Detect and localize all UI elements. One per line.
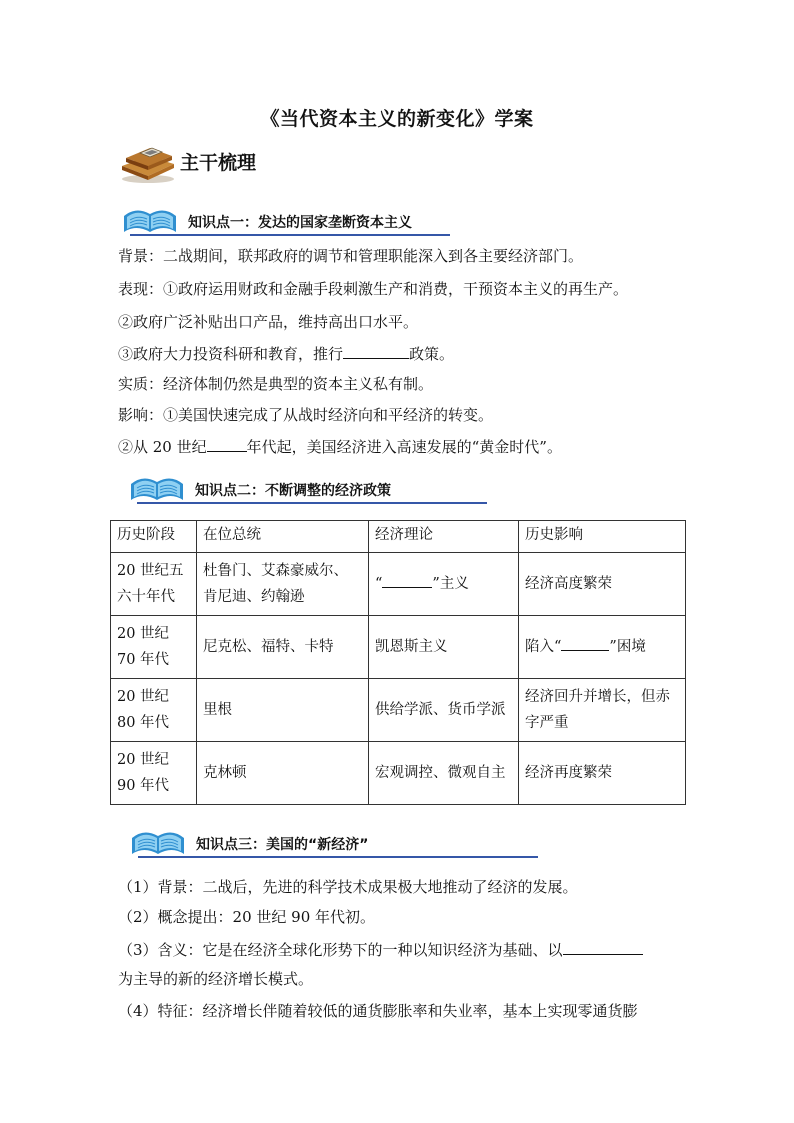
- table-cell-impact: 陷入“ ”困境: [519, 616, 686, 679]
- table-cell-impact: 经济再度繁荣: [519, 742, 686, 805]
- table-header-cell: 在位总统: [197, 521, 369, 553]
- table-cell-impact: 经济回升并增长，但赤字严重: [519, 679, 686, 742]
- fill-blank[interactable]: [343, 343, 409, 359]
- kp2-heading: 知识点二：不断调整的经济政策: [127, 472, 487, 506]
- table-cell-theory: 宏观调控、微观自主: [369, 742, 519, 805]
- kp1-expression-1: 表现：①政府运用财政和金融手段刺激生产和消费，干预资本主义的再生产。: [118, 280, 629, 298]
- kp1-expression-2: ②政府广泛补贴出口产品，维持高出口水平。: [118, 313, 419, 331]
- table-header-cell: 经济理论: [369, 521, 519, 553]
- heading-underline: [130, 234, 450, 236]
- kp3-point-1: （1）背景：二战后，先进的科学技术成果极大地推动了经济的发展。: [118, 878, 578, 896]
- table-header-row: [111, 521, 686, 553]
- table-cell-theory: 供给学派、货币学派: [369, 679, 519, 742]
- history-table: [110, 520, 686, 805]
- table-cell-president: 尼克松、福特、卡特: [197, 616, 369, 679]
- kp1-expression-3: ③政府大力投资科研和教育，推行 政策。: [118, 345, 455, 363]
- table-cell-impact: 经济高度繁荣: [519, 553, 686, 616]
- kp3-point-4: （4）特征：经济增长伴随着较低的通货膨胀率和失业率，基本上实现零通货膨: [118, 1002, 638, 1020]
- kp1-impact-2: ②从 20 世纪 年代起，美国经济进入高速发展的“黄金时代”。: [118, 438, 562, 456]
- kp3-point-3: （3）含义：它是在经济全球化形势下的一种以知识经济为基础、以: [118, 939, 643, 960]
- heading-underline: [137, 502, 487, 504]
- kp1-heading: 知识点一：发达的国家垄断资本主义: [120, 204, 450, 238]
- kp1-essence: 实质：经济体制仍然是典型的资本主义私有制。: [118, 375, 434, 393]
- table-cell-stage: 20 世纪 70 年代: [111, 616, 197, 679]
- table-cell-president: 克林顿: [197, 742, 369, 805]
- table-cell-stage: 20 世纪五六十年代: [111, 553, 197, 616]
- books-icon: [118, 142, 176, 188]
- table-header-cell: 历史影响: [519, 521, 686, 553]
- kp3-point-2: （2）概念提出：20 世纪 90 年代初。: [118, 908, 376, 926]
- fill-blank[interactable]: [563, 939, 643, 955]
- kp1-background: 背景：二战期间，联邦政府的调节和管理职能深入到各主要经济部门。: [118, 247, 584, 265]
- fill-blank[interactable]: [207, 436, 247, 452]
- table-header-cell: 历史阶段: [111, 521, 197, 553]
- table-cell-stage: 20 世纪 90 年代: [111, 742, 197, 805]
- table-cell-president: 杜鲁门、艾森豪威尔、肯尼迪、约翰逊: [197, 553, 369, 616]
- table-row: [111, 679, 686, 742]
- fill-blank[interactable]: [382, 572, 432, 588]
- table-row: [111, 742, 686, 805]
- heading-underline: [138, 856, 538, 858]
- table-cell-theory: “ ”主义: [369, 553, 519, 616]
- table-row: [111, 553, 686, 616]
- table-row: [111, 616, 686, 679]
- page-title: 《当代资本主义的新变化》学案: [260, 108, 534, 130]
- kp3-heading: 知识点三：美国的“新经济”: [128, 826, 538, 860]
- kp3-point-3-cont: 为主导的新的经济增长模式。: [118, 970, 314, 988]
- table-cell-president: 里根: [197, 679, 369, 742]
- table-cell-theory: 凯恩斯主义: [369, 616, 519, 679]
- table-cell-stage: 20 世纪 80 年代: [111, 679, 197, 742]
- fill-blank[interactable]: [561, 635, 609, 651]
- main-section-label: 主干梳理: [180, 152, 257, 174]
- kp1-impact-1: 影响：①美国快速完成了从战时经济向和平经济的转变。: [118, 406, 494, 424]
